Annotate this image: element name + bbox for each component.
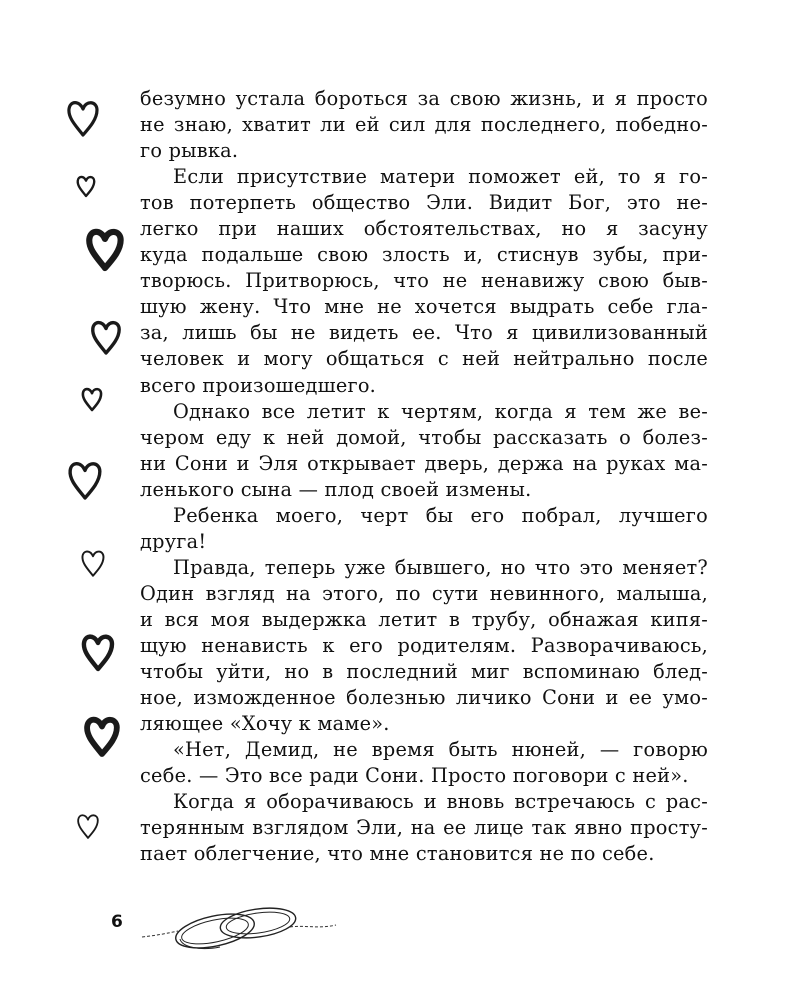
page-number: 6 <box>111 912 123 932</box>
text-line: Когда я оборачиваюсь и вновь встречаюсь с рас- <box>173 790 708 814</box>
text-line: чером еду к ней домой, чтобы рассказать о болез- <box>140 425 708 449</box>
heart-icon <box>84 714 120 758</box>
heart-icon <box>67 458 103 502</box>
heart-icon <box>79 548 107 578</box>
text-line: ляющее «Хочу к маме». <box>140 712 390 736</box>
text-line: терянным взглядом Эли, на ее лице так явно просту- <box>140 816 708 840</box>
text-line: куда подальше свою злость и, стиснув зубы, при- <box>140 243 708 267</box>
text-line: ное, изможденное болезнью личико Сони и ее умо- <box>140 686 708 710</box>
text-line: не знаю, хватит ли ей сил для последнего, победно- <box>140 113 708 137</box>
text-line: ленького сына — плод своей измены. <box>140 477 532 501</box>
wedding-rings-icon <box>140 895 340 959</box>
text-line: Если присутствие матери поможет ей, то я го- <box>173 165 708 189</box>
text-line: го рывка. <box>140 139 239 163</box>
text-line: тов потерпеть общество Эли. Видит Бог, это не- <box>140 191 708 215</box>
text-line: чтобы уйти, но в последний миг вспоминаю блед- <box>140 660 708 684</box>
heart-icon <box>66 98 100 138</box>
text-line: Один взгляд на этого, по сути невинного, малыша, <box>140 581 708 605</box>
text-line: шую жену. Что мне не хочется выдрать себе гла- <box>140 295 708 319</box>
text-line: Однако все летит к чертям, когда я тем же ве- <box>173 399 708 423</box>
heart-icon <box>75 812 101 840</box>
text-line: Правда, теперь уже бывшего, но что это меняет? <box>173 555 708 579</box>
heart-icon <box>86 226 124 272</box>
text-line: человек и могу общаться с ней нейтрально после <box>140 347 708 371</box>
text-line: себе. — Это все ради Сони. Просто поговори с ней». <box>140 764 689 788</box>
text-line: творюсь. Притворюсь, что не ненавижу свою быв- <box>140 269 708 293</box>
heart-icon <box>81 386 103 412</box>
heart-icon <box>81 632 115 672</box>
text-line: пает облегчение, что мне становится не по себе. <box>140 842 655 866</box>
text-line: и вся моя выдержка летит в трубу, обнажая кипя- <box>140 607 708 631</box>
text-line: щую ненависть к его родителям. Разворачиваюсь, <box>140 633 708 657</box>
text-line: всего произошедшего. <box>140 373 377 397</box>
text-line: друга! <box>140 529 207 553</box>
heart-icon <box>90 318 122 356</box>
text-line: безумно устала бороться за свою жизнь, и я просто <box>140 87 708 110</box>
text-line: за, лишь бы не видеть ее. Что я цивилизованный <box>140 321 708 345</box>
text-line: Ребенка моего, черт бы его побрал, лучшего <box>173 503 708 527</box>
text-line: легко при наших обстоятельствах, но я засуну <box>140 217 708 241</box>
text-line: «Нет, Демид, не время быть нюней, — говорю <box>173 738 708 762</box>
text-line: ни Сони и Эля открывает дверь, держа на руках ма- <box>140 451 708 475</box>
body-text <box>140 86 708 867</box>
heart-icon <box>76 174 96 198</box>
